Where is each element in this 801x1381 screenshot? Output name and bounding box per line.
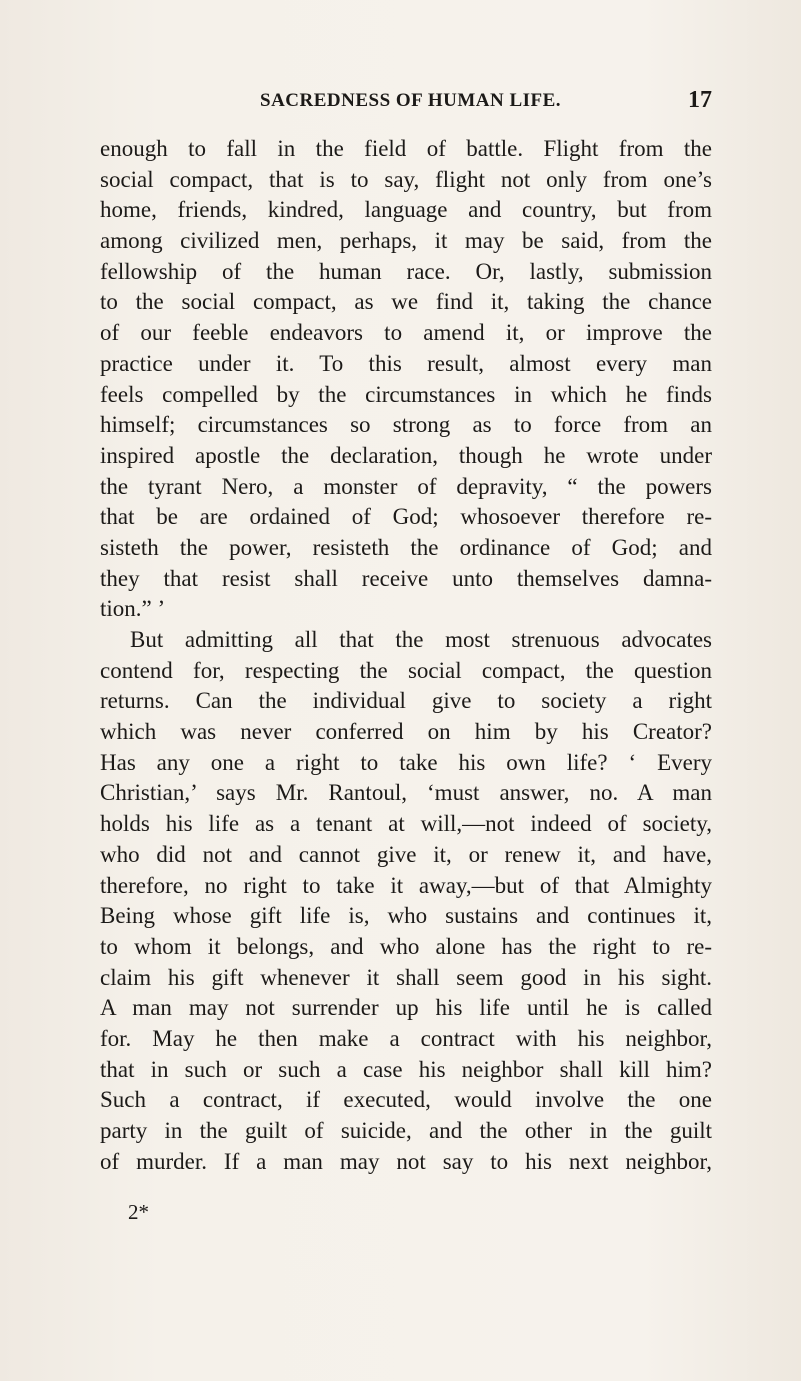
text-line: Such a contract, if executed, would involve the one [100, 1087, 712, 1113]
text-line: of our feeble endeavors to amend it, or improve the [100, 320, 712, 346]
paragraph-start-line: But admitting all that the most strenuous advocates [130, 627, 712, 652]
page-header [100, 87, 712, 120]
text-line: therefore, no right to take it away,—but of that Almighty [100, 872, 712, 898]
text-line: to the social compact, as we find it, taking the chance [100, 289, 712, 315]
text-line: holds his life as a tenant at will,—not indeed of society, [100, 811, 712, 837]
text-line: for. May he then make a contract with his neighbor, [100, 1025, 712, 1051]
text-line: the tyrant Nero, a monster of depravity, “ the powers [100, 473, 712, 499]
text-line: contend for, respecting the social compact, the question [100, 657, 712, 683]
text-line: who did not and cannot give it, or renew it, and have, [100, 841, 712, 867]
text-line: they that resist shall receive unto themselves damna- [100, 565, 712, 591]
running-title: SACREDNESS OF HUMAN LIFE. [260, 90, 562, 111]
text-line: Christian,’ says Mr. Rantoul, ‘must answer, no. A man [100, 780, 712, 806]
text-line: returns. Can the individual give to society a right [100, 688, 712, 714]
text-line: social compact, that is to say, flight not only from one’s [100, 166, 712, 192]
text-line: to whom it belongs, and who alone has the right to re- [100, 933, 712, 959]
text-line: fellowship of the human race. Or, lastly, submission [100, 258, 712, 284]
text-line: party in the guilt of suicide, and the other in the guilt [100, 1118, 712, 1143]
text-line: inspired apostle the declaration, though he wrote under [100, 442, 712, 468]
text-line: sisteth the power, resisteth the ordinance of God; and [100, 534, 712, 560]
text-line: A man may not surrender up his life until he is called [100, 995, 712, 1021]
body-text [100, 134, 712, 1177]
text-line: claim his gift whenever it shall seem good in his sight. [100, 964, 712, 990]
text-line: that in such or such a case his neighbor shall kill him? [100, 1056, 712, 1082]
text-line: that be are ordained of God; whosoever therefore re- [100, 504, 712, 530]
text-line: home, friends, kindred, language and country, but from [100, 197, 712, 223]
text-line: which was never conferred on him by his Creator? [100, 719, 712, 745]
text-line: among civilized men, perhaps, it may be said, from the [100, 228, 712, 254]
text-line: feels compelled by the circumstances in which he finds [100, 381, 712, 407]
text-line: Being whose gift life is, who sustains and continues it, [100, 903, 712, 929]
signature-mark: 2* [128, 1200, 149, 1224]
page-number: 17 [688, 87, 712, 113]
text-line: practice under it. To this result, almost every man [100, 350, 712, 376]
paragraph-end-line: tion.” ’ [100, 596, 166, 622]
text-line: enough to fall in the field of battle. Flight from the [100, 136, 712, 161]
text-line: himself; circumstances so strong as to force from an [100, 412, 712, 438]
text-line: of murder. If a man may not say to his next neighbor, [100, 1148, 712, 1174]
text-line: Has any one a right to take his own life? ‘ Every [100, 749, 712, 775]
